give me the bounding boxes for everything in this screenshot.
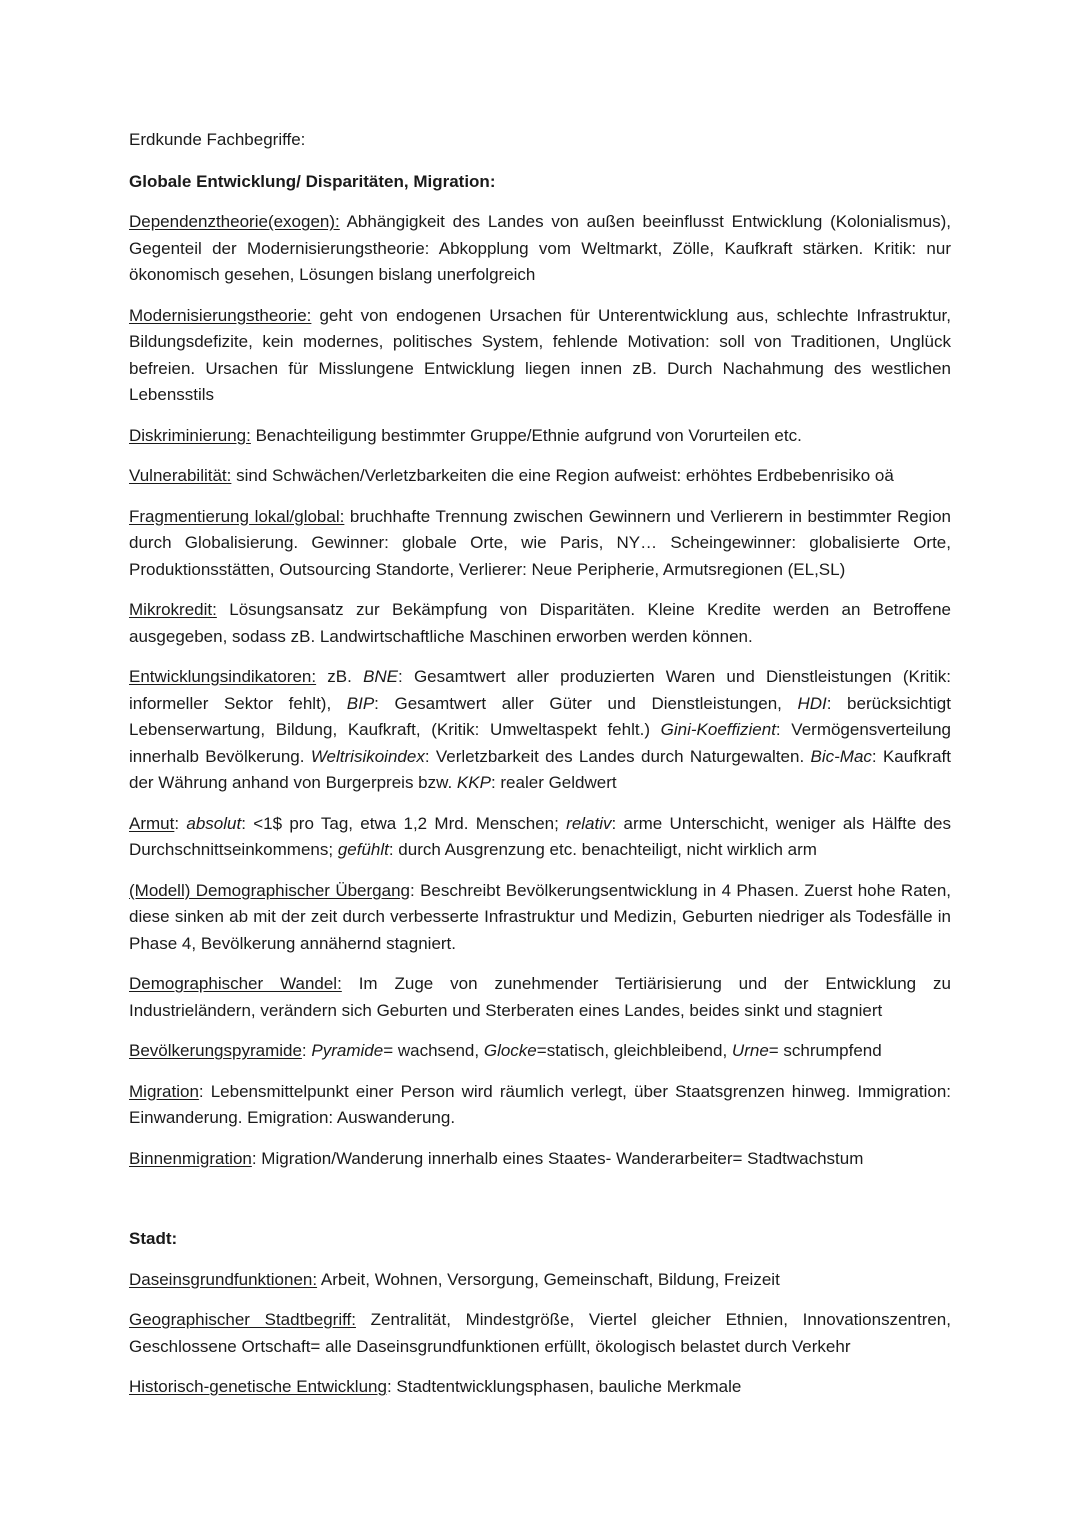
definition-entry (129, 971, 951, 1024)
italic-term: Weltrisikoindex (310, 746, 425, 766)
definition-text: : Verletzbarkeit des Landes durch Naturgewalten. (424, 746, 811, 766)
definition-text: Arbeit, Wohnen, Versorgung, Gemeinschaft, Bildung, Freizeit (317, 1269, 780, 1289)
definition-entry (129, 811, 951, 864)
definition-text: : Migration/Wanderung innerhalb eines Staates- Wanderarbeiter= Stadtwachstum (251, 1148, 864, 1168)
italic-term: Gini-Koeffizient (660, 720, 776, 739)
definition-text: : Kaufkraft der Währung anhand von Burgerpreis bzw. (129, 746, 951, 792)
sections-container (129, 169, 951, 1401)
section-spacer (129, 1186, 951, 1226)
definition-text: : Lebensmittelpunkt einer Person wird räumlich verlegt, über Staatsgrenzen hinweg. Immigration: Einwanderung. Emigration: Auswanderung. (129, 1081, 951, 1127)
definition-text: : berücksichtigt Lebenserwartung, Bildung, Kaufkraft, (Kritik: Umweltaspekt fehlt.) (129, 693, 951, 739)
italic-term: gefühlt (337, 840, 389, 859)
term-label: Binnenmigration (129, 1148, 252, 1168)
definition-entry (129, 597, 951, 650)
term-label: Bevölkerungspyramide (129, 1041, 302, 1060)
term-label: Migration (129, 1081, 199, 1101)
italic-term: absolut (186, 813, 242, 833)
definition-entry (129, 423, 951, 450)
definition-text: Benachteiligung bestimmter Gruppe/Ethnie aufgrund von Vorurteilen etc. (250, 425, 802, 445)
definition-entry (129, 1038, 951, 1065)
definition-text: : Stadtentwicklungsphasen, bauliche Merkmale (386, 1377, 742, 1396)
definition-text: : Vermögensverteilung innerhalb Bevölkerung. (129, 720, 952, 766)
document-title: Erdkunde Fachbegriffe: (129, 130, 306, 149)
definition-text: : arme Unterschicht, weniger als Hälfte des Durchschnittseinkommens; (129, 813, 951, 859)
definition-text: : Gesamtwert aller produzierten Waren und Dienstleistungen (Kritik: informeller Sektor fehlt), (129, 667, 952, 713)
italic-term: Glocke (483, 1041, 537, 1060)
term-label: Modernisierungstheorie: (129, 305, 312, 325)
term-label: Demographischer Wandel: (129, 974, 342, 993)
italic-term: BIP (346, 693, 375, 713)
definition-text: geht von endogenen Ursachen für Unterentwicklung aus, schlechte Infrastruktur, Bildungsdefizite, kein modernes, politisches System, fehlende Motivation: soll von Traditionen, Unglück befreien. Ursachen für Misslungene Entwicklung liegen innen zB. Durch Nachahmung des westlichen Lebensstils (129, 305, 951, 404)
definition-text: Im Zuge von zunehmender Tertiärisierung und der Entwicklung zu Industrieländern, verändern sich Geburten und Sterberaten eines Landes, beides sinkt und stagniert (129, 974, 951, 1020)
definition-entry (129, 1374, 951, 1401)
italic-term: Pyramide (311, 1041, 384, 1060)
definition-text: Abhängigkeit des Landes von außen beeinflusst Entwicklung (Kolonialismus), Gegenteil der Modernisierungstheorie: Abkopplung vom Weltmarkt, Zölle, Kaufkraft stärken. Kritik: nur ökonomisch gesehen, Lösungen bislang unerfolgreich (129, 212, 951, 284)
definition-entry (129, 209, 951, 289)
definition-text: sind Schwächen/Verletzbarkeiten die eine Region aufweist: erhöhtes Erdbebenrisiko oä (231, 466, 894, 485)
document-page (129, 127, 951, 1415)
italic-term: KKP (456, 773, 491, 792)
term-label: Armut (129, 813, 175, 833)
term-label: Fragmentierung lokal/global: (129, 506, 345, 526)
italic-term: BNE (363, 667, 399, 686)
definition-text: bruchhafte Trennung zwischen Gewinnern und Verlierern in bestimmter Region durch Globalisierung. Gewinner: globale Orte, wie Paris, NY… Scheingewinner: globalisierte Orte, Produktionsstätten, Outsourcing Standorte, Verlierer: Neue Peripherie, Armutsregionen (EL,SL) (129, 506, 951, 579)
definition-entry (129, 303, 951, 409)
definition-text: zB. (316, 667, 364, 686)
term-label: Mikrokredit: (129, 600, 217, 619)
section-heading: Globale Entwicklung/ Disparitäten, Migration: (129, 171, 496, 191)
term-label: Vulnerabilität: (129, 466, 232, 485)
definition-entry (129, 1307, 951, 1360)
term-label: Historisch-genetische Entwicklung (129, 1377, 387, 1396)
term-label: Entwicklungsindikatoren: (129, 667, 317, 686)
definition-entry (129, 1267, 951, 1294)
definition-entry (129, 504, 951, 584)
term-label: Dependenztheorie(exogen): (129, 212, 340, 231)
term-label: (Modell) Demographischer Übergang (129, 880, 410, 900)
definition-text: : (301, 1041, 312, 1060)
definition-text: Lösungsansatz zur Bekämpfung von Disparitäten. Kleine Kredite werden an Betroffene ausgegeben, sodass zB. Landwirtschaftliche Maschinen erworben werden können. (129, 600, 951, 646)
definition-text: : <1$ pro Tag, etwa 1,2 Mrd. Menschen; (241, 813, 567, 833)
definition-text: =statisch, gleichbleibend, (536, 1041, 732, 1060)
italic-term: HDI (797, 693, 827, 713)
definition-text: : Beschreibt Bevölkerungsentwicklung in 4 Phasen. Zuerst hohe Raten, diese sinken ab mit der zeit durch verbesserte Infrastruktur und Medizin, Geburten niedriger als Todesfälle in Phase 4, Bevölkerung annähernd stagniert. (129, 880, 952, 953)
term-label: Diskriminierung: (129, 425, 251, 445)
definition-text: Zentralität, Mindestgröße, Viertel gleicher Ethnien, Innovationszentren, Geschlossene Ortschaft= alle Daseinsgrundfunktionen erfüllt, ökologisch belastet durch Verkehr (129, 1310, 951, 1356)
definition-text: : Gesamtwert aller Güter und Dienstleistungen, (374, 693, 798, 713)
term-label: Geographischer Stadtbegriff: (129, 1310, 356, 1329)
definition-entry (129, 878, 951, 958)
term-label: Daseinsgrundfunktionen: (129, 1269, 318, 1289)
section-heading: Stadt: (129, 1229, 178, 1248)
italic-term: Urne (731, 1041, 769, 1060)
definition-text: : durch Ausgrenzung etc. benachteiligt, nicht wirklich arm (388, 840, 817, 859)
definition-entry (129, 664, 951, 797)
definition-entry (129, 1079, 951, 1132)
definition-text: : (174, 813, 187, 833)
definition-text: = schrumpfend (768, 1041, 882, 1060)
definition-text: : realer Geldwert (490, 773, 617, 792)
definition-entry (129, 1146, 951, 1173)
italic-term: relativ (566, 813, 612, 833)
definition-entry (129, 463, 951, 490)
definition-text: = wachsend, (383, 1041, 484, 1060)
italic-term: Bic-Mac (810, 746, 872, 766)
